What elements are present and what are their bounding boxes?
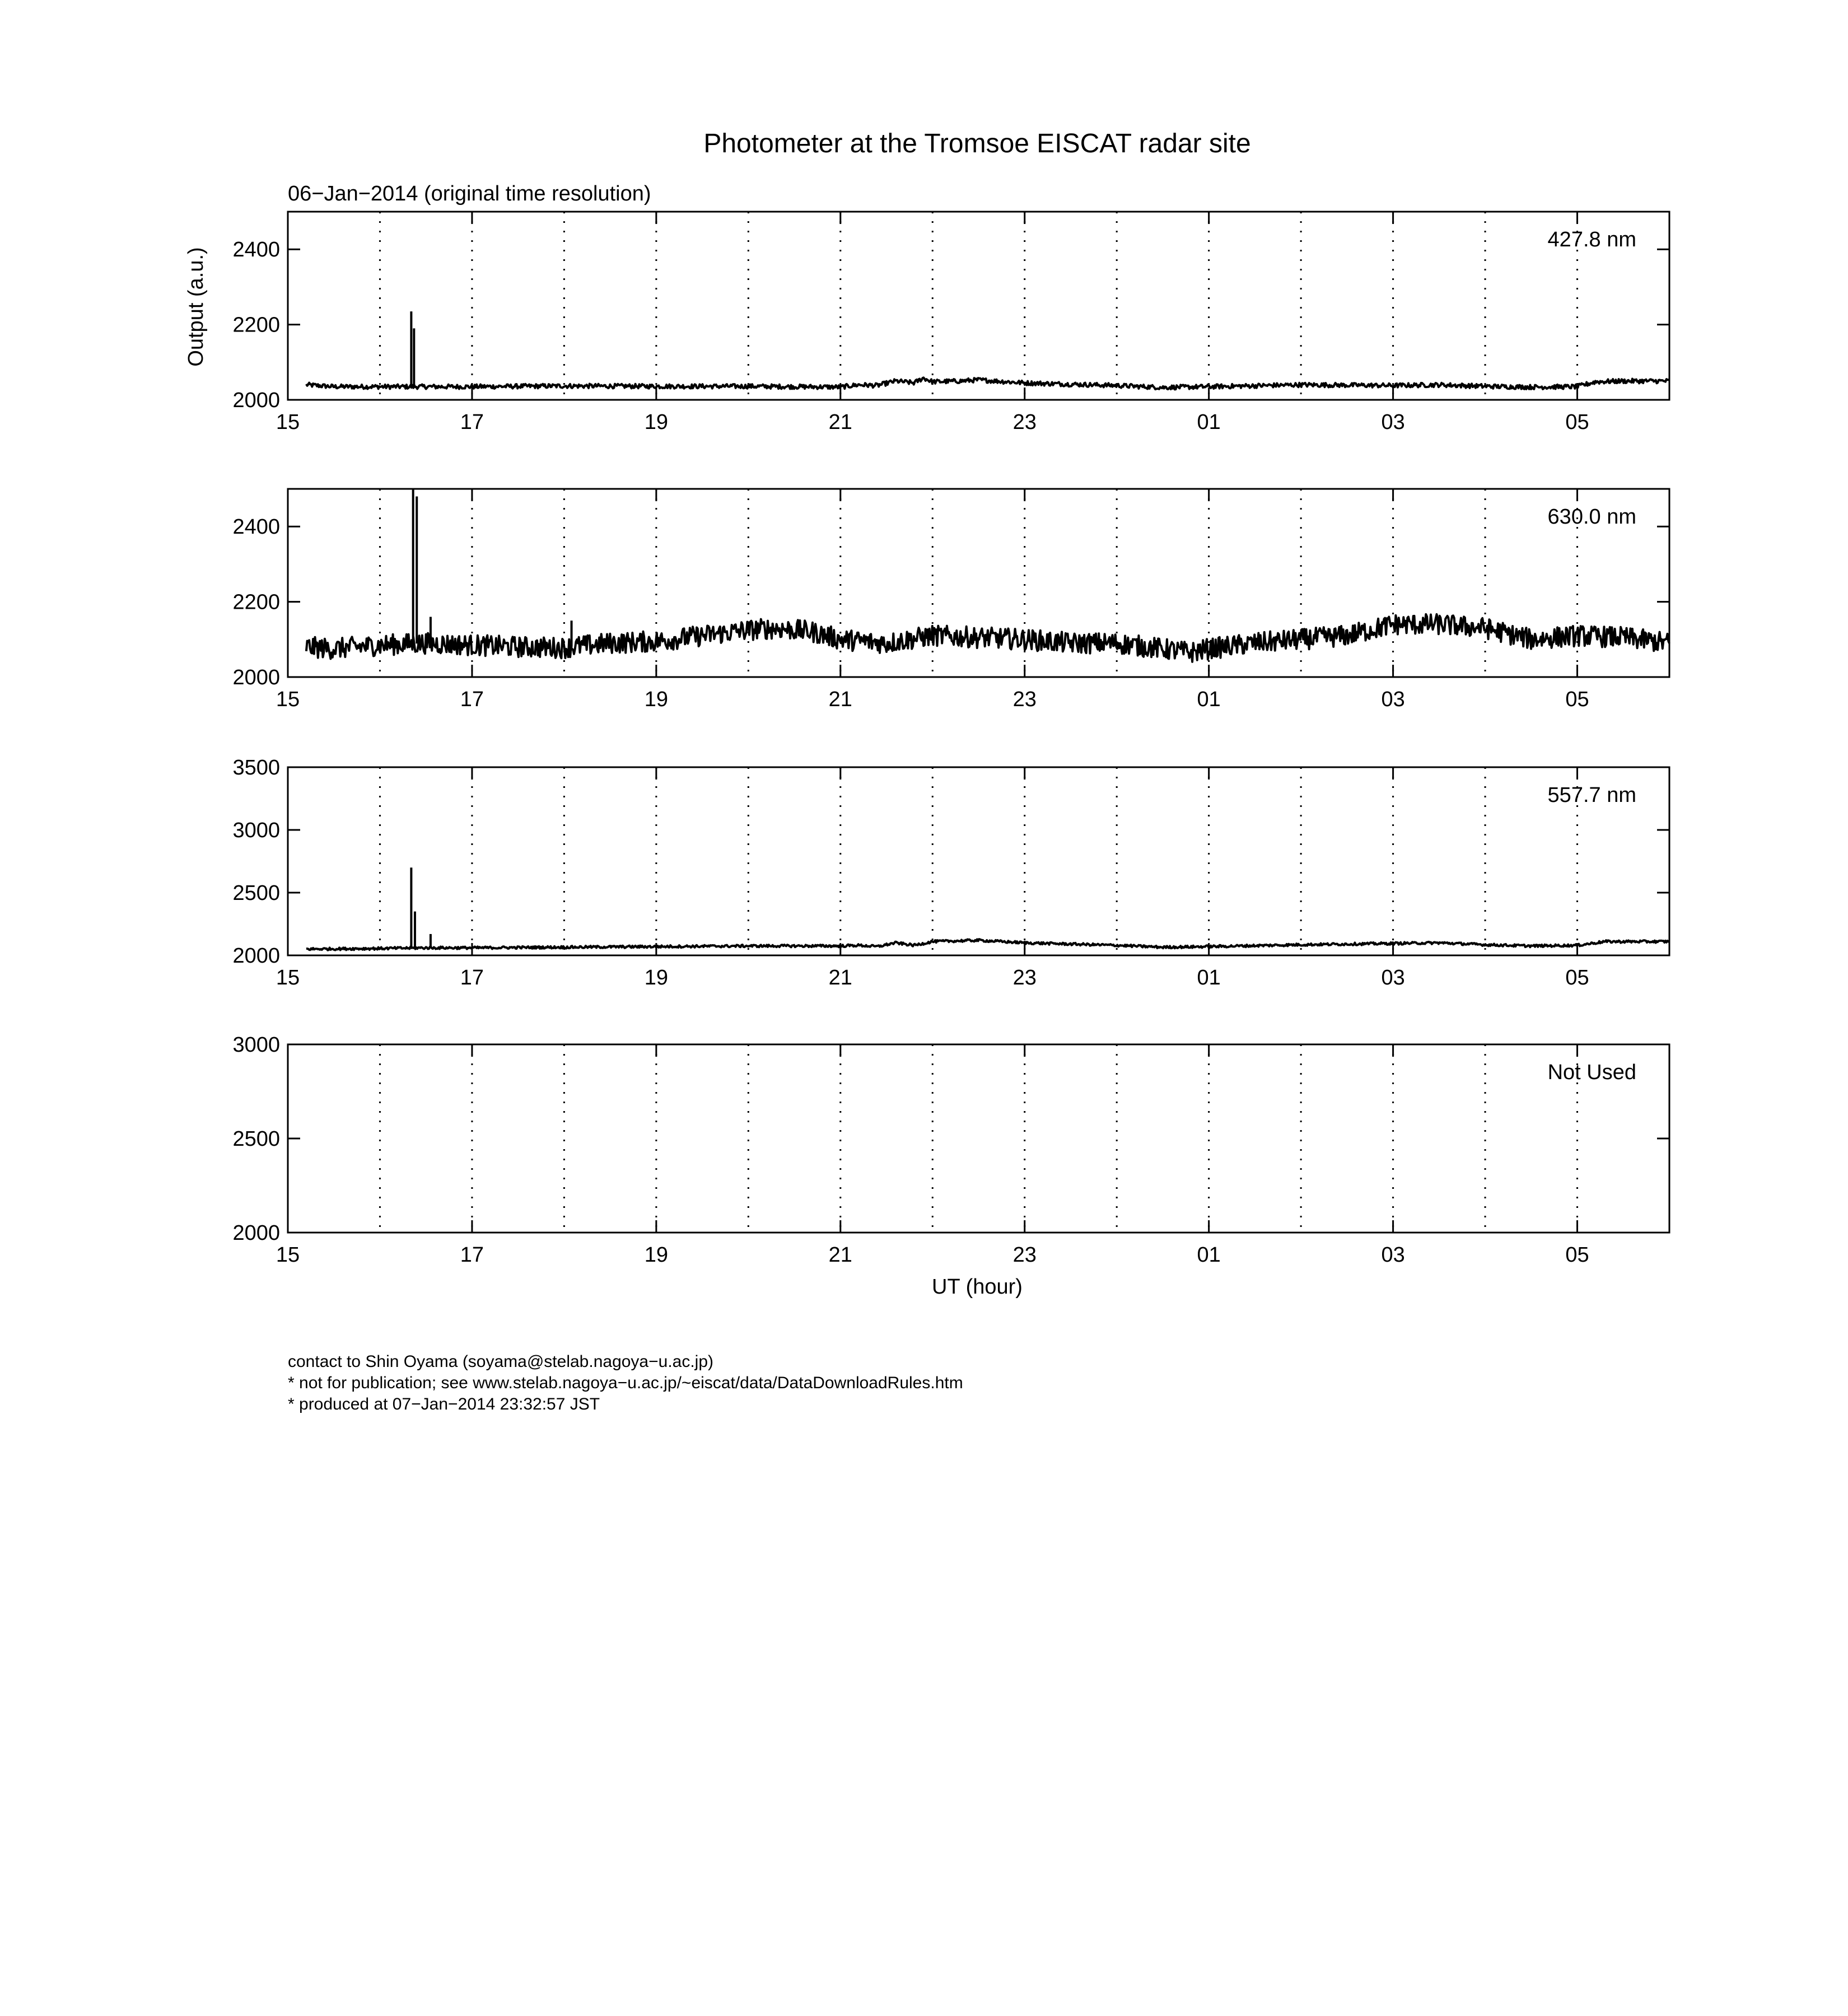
y-tick-label: 2000: [232, 1221, 280, 1245]
y-tick-label: 2200: [232, 313, 280, 337]
y-tick-label: 2500: [232, 1127, 280, 1151]
x-tick-label: 15: [276, 410, 300, 434]
x-tick-label: 05: [1565, 1243, 1589, 1267]
x-tick-label: 21: [828, 688, 852, 711]
x-tick-label: 15: [276, 1243, 300, 1267]
series-line: [306, 939, 1669, 950]
panel-3: [232, 756, 1669, 990]
x-tick-label: 05: [1565, 688, 1589, 711]
x-tick-label: 23: [1012, 1243, 1037, 1267]
series-line: [306, 614, 1669, 662]
x-tick-label: 17: [460, 966, 484, 990]
y-tick-label: 2000: [232, 389, 280, 412]
x-tick-label: 21: [828, 410, 852, 434]
y-tick-label: 3000: [232, 1033, 280, 1057]
x-tick-label: 17: [460, 688, 484, 711]
y-tick-label: 3500: [232, 756, 280, 780]
x-tick-label: 01: [1197, 1243, 1221, 1267]
x-tick-label: 17: [460, 1243, 484, 1267]
y-tick-label: 2000: [232, 666, 280, 689]
y-tick-label: 2400: [232, 238, 280, 262]
y-tick-label: 3000: [232, 819, 280, 842]
footer-produced: * produced at 07−Jan−2014 23:32:57 JST: [288, 1395, 600, 1413]
x-tick-label: 03: [1381, 1243, 1405, 1267]
footer-notes: [288, 1351, 963, 1415]
x-tick-label: 23: [1012, 688, 1037, 711]
panel-1: [232, 212, 1669, 434]
y-tick-label: 2500: [232, 881, 280, 905]
y-axis-label: Output (a.u.): [184, 247, 208, 367]
panel-label: 427.8 nm: [1547, 228, 1636, 251]
footer-contact: contact to Shin Oyama (soyama@stelab.nagoya−u.ac.jp): [288, 1352, 714, 1371]
x-tick-label: 17: [460, 410, 484, 434]
x-tick-label: 15: [276, 966, 300, 990]
x-tick-label: 01: [1197, 966, 1221, 990]
y-tick-label: 2400: [232, 515, 280, 539]
x-tick-label: 21: [828, 966, 852, 990]
axes-box: [288, 767, 1669, 955]
figure-subtitle: 06−Jan−2014 (original time resolution): [288, 182, 651, 206]
panel-2: [232, 489, 1669, 711]
panel-label: 557.7 nm: [1547, 783, 1636, 807]
series-line: [306, 377, 1669, 389]
y-tick-label: 2000: [232, 944, 280, 968]
x-tick-label: 23: [1012, 410, 1037, 434]
x-tick-label: 03: [1381, 966, 1405, 990]
y-tick-label: 2200: [232, 590, 280, 614]
x-tick-label: 15: [276, 688, 300, 711]
x-tick-label: 19: [644, 1243, 669, 1267]
x-tick-label: 03: [1381, 410, 1405, 434]
x-tick-label: 19: [644, 966, 669, 990]
x-tick-label: 03: [1381, 688, 1405, 711]
x-tick-label: 19: [644, 688, 669, 711]
x-tick-label: 05: [1565, 966, 1589, 990]
x-axis-label: UT (hour): [932, 1275, 1023, 1299]
x-tick-label: 19: [644, 410, 669, 434]
footer-notice: * not for publication; see www.stelab.nagoya−u.ac.jp/~eiscat/data/DataDownloadRules.htm: [288, 1374, 963, 1392]
figure-title: Photometer at the Tromsoe EISCAT radar site: [703, 129, 1251, 158]
x-tick-label: 21: [828, 1243, 852, 1267]
x-tick-label: 23: [1012, 966, 1037, 990]
axes-box: [288, 1044, 1669, 1233]
panel-label: Not Used: [1547, 1061, 1636, 1084]
x-tick-label: 05: [1565, 410, 1589, 434]
x-tick-label: 01: [1197, 410, 1221, 434]
panel-label: 630.0 nm: [1547, 505, 1636, 529]
x-tick-label: 01: [1197, 688, 1221, 711]
panels: [232, 212, 1669, 1267]
panel-4: [232, 1033, 1669, 1267]
axes-box: [288, 212, 1669, 400]
